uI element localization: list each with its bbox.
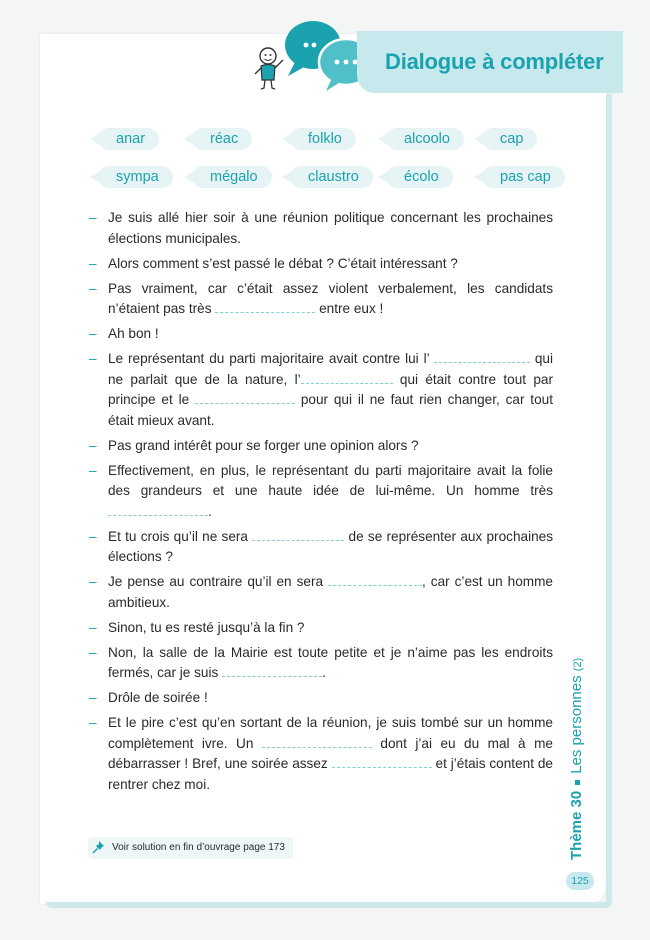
dialogue-line: – Non, la salle de la Mairie est toute petite et je n’aime pas les endroits fermés, car je suis . (87, 643, 553, 684)
word-tag: mégalo (192, 166, 272, 188)
word-tag: claustro (290, 166, 373, 188)
page-edge-right (606, 94, 612, 906)
dialogue-line: – Ah bon ! (87, 324, 553, 345)
dialogue-line: – Pas grand intérêt pour se forger une opinion alors ? (87, 436, 553, 457)
dialogue-line: – Effectivement, en plus, le représentant du parti majoritaire avait la folie des grandeurs et une haute idée de lui-même. Un homme très . (87, 461, 553, 523)
theme-label: Thème 30 (568, 790, 585, 860)
dialogue-line: – Et le pire c’est qu’en sortant de la réunion, je suis tombé sur un homme complètement ivre. Un dont j’ai eu du mal à me débarrasser ! Bref, une soirée assez et j’étais content de rentrer chez moi. (87, 713, 553, 795)
solution-text: Voir solution en fin d’ouvrage page 173 (112, 842, 285, 853)
dialogue-line: – Le représentant du parti majoritaire avait contre lui l’ qui ne parlait que de la nature, l’ qui était contre tout par principe et le pour qui il ne faut rien changer, car tout était mieux avant. (87, 349, 553, 431)
dialogue-line: – Et tu crois qu’il ne sera de se représenter aux prochaines élections ? (87, 527, 553, 568)
dialogue-line: – Je suis allé hier soir à une réunion politique concernant les prochaines élections municipales. (87, 208, 553, 249)
page-title: Dialogue à compléter (385, 49, 604, 74)
dialogue-line: – Sinon, tu es resté jusqu’à la fin ? (87, 618, 553, 639)
title-banner (357, 31, 623, 93)
word-tag: réac (192, 128, 252, 150)
answer-blank[interactable] (332, 754, 432, 768)
pushpin-icon (92, 840, 106, 854)
answer-blank[interactable] (108, 502, 208, 516)
answer-blank[interactable] (222, 663, 322, 677)
solution-note (88, 837, 293, 859)
word-bank-row-2 (90, 166, 570, 192)
answer-blank[interactable] (252, 527, 344, 541)
theme-subject: Les personnes (568, 675, 585, 774)
page-edge-bottom (46, 902, 612, 908)
answer-blank[interactable] (195, 390, 295, 404)
word-tag: pas cap (482, 166, 565, 188)
word-tag: anar (98, 128, 159, 150)
answer-blank[interactable] (215, 299, 315, 313)
theme-vertical-label (568, 658, 585, 860)
dialogue-line: – Je pense au contraire qu’il en sera , car c’est un homme ambitieux. (87, 572, 553, 613)
answer-blank[interactable] (434, 349, 530, 363)
answer-blank[interactable] (301, 370, 393, 384)
answer-blank[interactable] (328, 572, 422, 586)
word-tag: alcoolo (386, 128, 464, 150)
dialogue-list (87, 208, 553, 800)
dialogue-line: – Pas vraiment, car c’était assez violent verbalement, les candidats n’étaient pas très entre eux ! (87, 279, 553, 320)
answer-blank[interactable] (262, 734, 372, 748)
word-bank-row-1 (90, 128, 570, 154)
word-tag: écolo (386, 166, 453, 188)
word-tag: cap (482, 128, 537, 150)
page-number: 125 (566, 872, 594, 890)
dialogue-line: – Alors comment s’est passé le débat ? C’était intéressant ? (87, 254, 553, 275)
word-tag: sympa (98, 166, 173, 188)
square-bullet-icon (575, 780, 580, 785)
word-tag: folklo (290, 128, 356, 150)
theme-part: (2) (572, 657, 584, 672)
dialogue-line: – Drôle de soirée ! (87, 688, 553, 709)
